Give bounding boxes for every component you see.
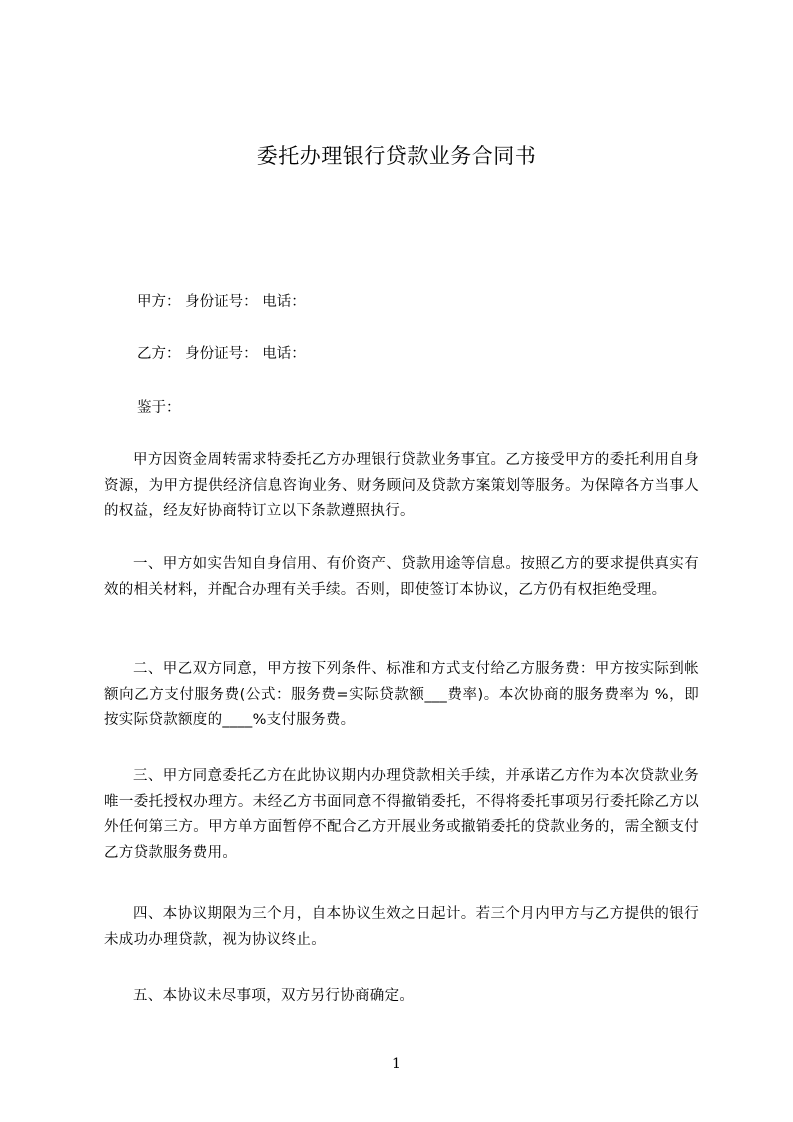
whereas-label: 鉴于： [137, 400, 181, 416]
party-b-line: 乙方： 身份证号： 电话： [137, 346, 306, 362]
paragraph-clause-5: 五、本协议未尽事项，双方另行协商确定。 [133, 988, 415, 1004]
party-a-line: 甲方： 身份证号： 电话： [137, 294, 306, 310]
paragraph-intro: 甲方因资金周转需求特委托乙方办理银行贷款业务事宜。乙方接受甲方的委托利用自身资源，为甲方提供经济信息咨询业务、财务顾问及贷款方案策划等服务。为保障各方当事人的权益，经友好协商特订立以下条款遵照执行。 [104, 452, 699, 519]
paragraph-clause-4: 四、本协议期限为三个月，自本协议生效之日起计。若三个月内甲方与乙方提供的银行未成功办理贷款，视为协议终止。 [104, 906, 699, 948]
page-number: 1 [392, 1056, 401, 1072]
document-title: 委托办理银行贷款业务合同书 [256, 144, 537, 168]
paragraph-clause-1: 一、甲方如实告知自身信用、有价资产、贷款用途等信息。按照乙方的要求提供真实有效的相关材料，并配合办理有关手续。否则，即使签订本协议，乙方仍有权拒绝受理。 [104, 556, 699, 598]
paragraph-clause-2: 二、甲乙双方同意，甲方按下列条件、标准和方式支付给乙方服务费：甲方按实际到帐额向乙方支付服务费(公式：服务费=实际贷款额___费率)。本次协商的服务费率为 %，即按实际贷款额度的____%支付服务费。 [104, 661, 699, 728]
paragraph-clause-3: 三、甲方同意委托乙方在此协议期内办理贷款相关手续，并承诺乙方作为本次贷款业务唯一委托授权办理方。未经乙方书面同意不得撤销委托，不得将委托事项另行委托除乙方以外任何第三方。甲方单方面暂停不配合乙方开展业务或撤销委托的贷款业务的，需全额支付乙方贷款服务费用。 [104, 768, 699, 861]
